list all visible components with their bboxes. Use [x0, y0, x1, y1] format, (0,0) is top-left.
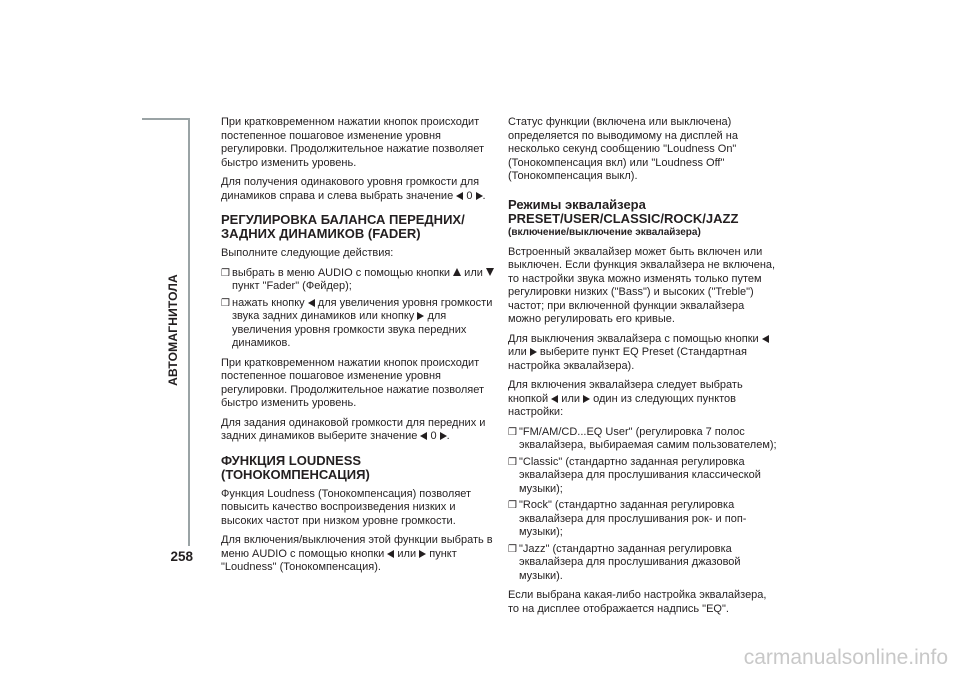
triangle-right-icon — [583, 395, 590, 403]
paragraph: При кратковременном нажатии кнопок происходит постепенное пошаговое изменение уровня регулировки. Продолжительное нажатие позволяет быстро изменить уровень. — [221, 116, 485, 169]
triangle-left-icon — [387, 550, 394, 558]
bullet-icon: ❒ — [508, 456, 517, 468]
triangle-right-icon — [440, 432, 447, 440]
heading-loudness: ФУНКЦИЯ LOUDNESS (ТОНОКОМПЕНСАЦИЯ) — [221, 452, 370, 482]
bullet-list — [221, 267, 496, 351]
paragraph: Для задания одинаковой громкости для передних и задних динамиков выберите значение 0 . — [221, 416, 486, 442]
bullet-icon: ❒ — [221, 267, 230, 279]
triangle-right-icon — [530, 348, 537, 356]
heading-equalizer: Режимы эквалайзера PRESET/USER/CLASSIC/ROCK/JAZZ — [508, 196, 739, 226]
paragraph: Для получения одинакового уровня громкости для динамиков справа и слева выбрать значение 0 . — [221, 176, 486, 202]
paragraph: Для включения/выключения этой функции выбрать в меню AUDIO с помощью кнопки или пункт "Loudness" (Тонокомпенсация). — [221, 534, 493, 573]
paragraph: Если выбрана какая-либо настройка эквалайзера, то на дисплее отображается надпись "EQ". — [508, 589, 767, 615]
bullet-icon: ❒ — [508, 426, 517, 438]
list-item: ❒ "Classic" (стандартно заданная регулировка эквалайзера для прослушивания классической музыки); — [508, 455, 761, 495]
bullet-icon: ❒ — [508, 543, 517, 555]
list-item: ❒ "FM/AM/CD...EQ User" (регулировка 7 полос эквалайзера, выбираемая самим пользователем); — [508, 425, 777, 451]
paragraph: Статус функции (включена или выключена) определяется по выводимому на дисплей на несколько секунд сообщению "Loudness On" (Тонокомпенсация вкл) или "Loudness Off" (Тонокомпенсация выкл). — [508, 116, 738, 182]
triangle-down-icon — [486, 268, 494, 276]
paragraph: Для выключения эквалайзера с помощью кнопки или выберите пункт EQ Preset (Стандартная настройка эквалайзера). — [508, 333, 780, 374]
subheading-equalizer: (включение/выключение эквалайзера) — [508, 226, 701, 238]
list-item: ❒ "Rock" (стандартно заданная регулировка эквалайзера для прослушивания рок- и поп-музыки); — [508, 499, 747, 538]
paragraph: Для включения эквалайзера следует выбрать кнопкой или один из следующих пунктов настройки: — [508, 379, 743, 418]
triangle-right-icon — [417, 312, 424, 320]
bullet-icon: ❒ — [221, 297, 230, 309]
paragraph: Функция Loudness (Тонокомпенсация) позволяет повысить качество воспроизведения низких и высоких частот при низком уровне громкости. — [221, 487, 472, 527]
triangle-right-icon — [476, 192, 483, 200]
list-item: ❒ "Jazz" (стандартно заданная регулировка эквалайзера для прослушивания джазовой музыки). — [508, 542, 741, 582]
triangle-left-icon — [762, 335, 769, 343]
heading-fader: РЕГУЛИРОВКА БАЛАНСА ПЕРЕДНИХ/ЗАДНИХ ДИНАМИКОВ (FADER) — [221, 212, 465, 241]
paragraph: Выполните следующие действия: — [221, 247, 394, 259]
page-number: 258 — [170, 549, 193, 564]
triangle-left-icon — [308, 299, 315, 307]
triangle-left-icon — [456, 192, 463, 200]
triangle-up-icon — [453, 268, 461, 276]
triangle-left-icon — [551, 395, 558, 403]
section-tab-label: АВТОМАГНИТОЛА — [166, 274, 180, 386]
list-item: ❒ нажать кнопку для увеличения уровня громкости звука задних динамиков или кнопку для увеличения уровня громкости звука передних динамиков. — [221, 296, 493, 349]
bullet-icon: ❒ — [508, 500, 517, 511]
watermark: carmanualsonline.info — [743, 646, 948, 669]
paragraph: При кратковременном нажатии кнопок происходит постепенное пошаговое изменение уровня регулировки. Продолжительное нажатие позволяет быстро изменить уровень. — [221, 356, 485, 409]
left-column — [221, 116, 496, 581]
bullet-list — [508, 426, 780, 584]
list-item: ❒ выбрать в меню AUDIO с помощью кнопки или пункт "Fader" (Фейдер); — [221, 267, 496, 294]
paragraph: Встроенный эквалайзер может быть включен или выключен. Если функция эквалайзера не включена, то настройки звука можно изменять только путем регулировки низких ("Bass") и высоких ("Treble") частот; при включенной функции эквалайзера можно регулировать его кривые. — [508, 245, 776, 325]
triangle-right-icon — [419, 550, 426, 558]
right-column — [508, 116, 780, 622]
triangle-left-icon — [420, 432, 427, 440]
